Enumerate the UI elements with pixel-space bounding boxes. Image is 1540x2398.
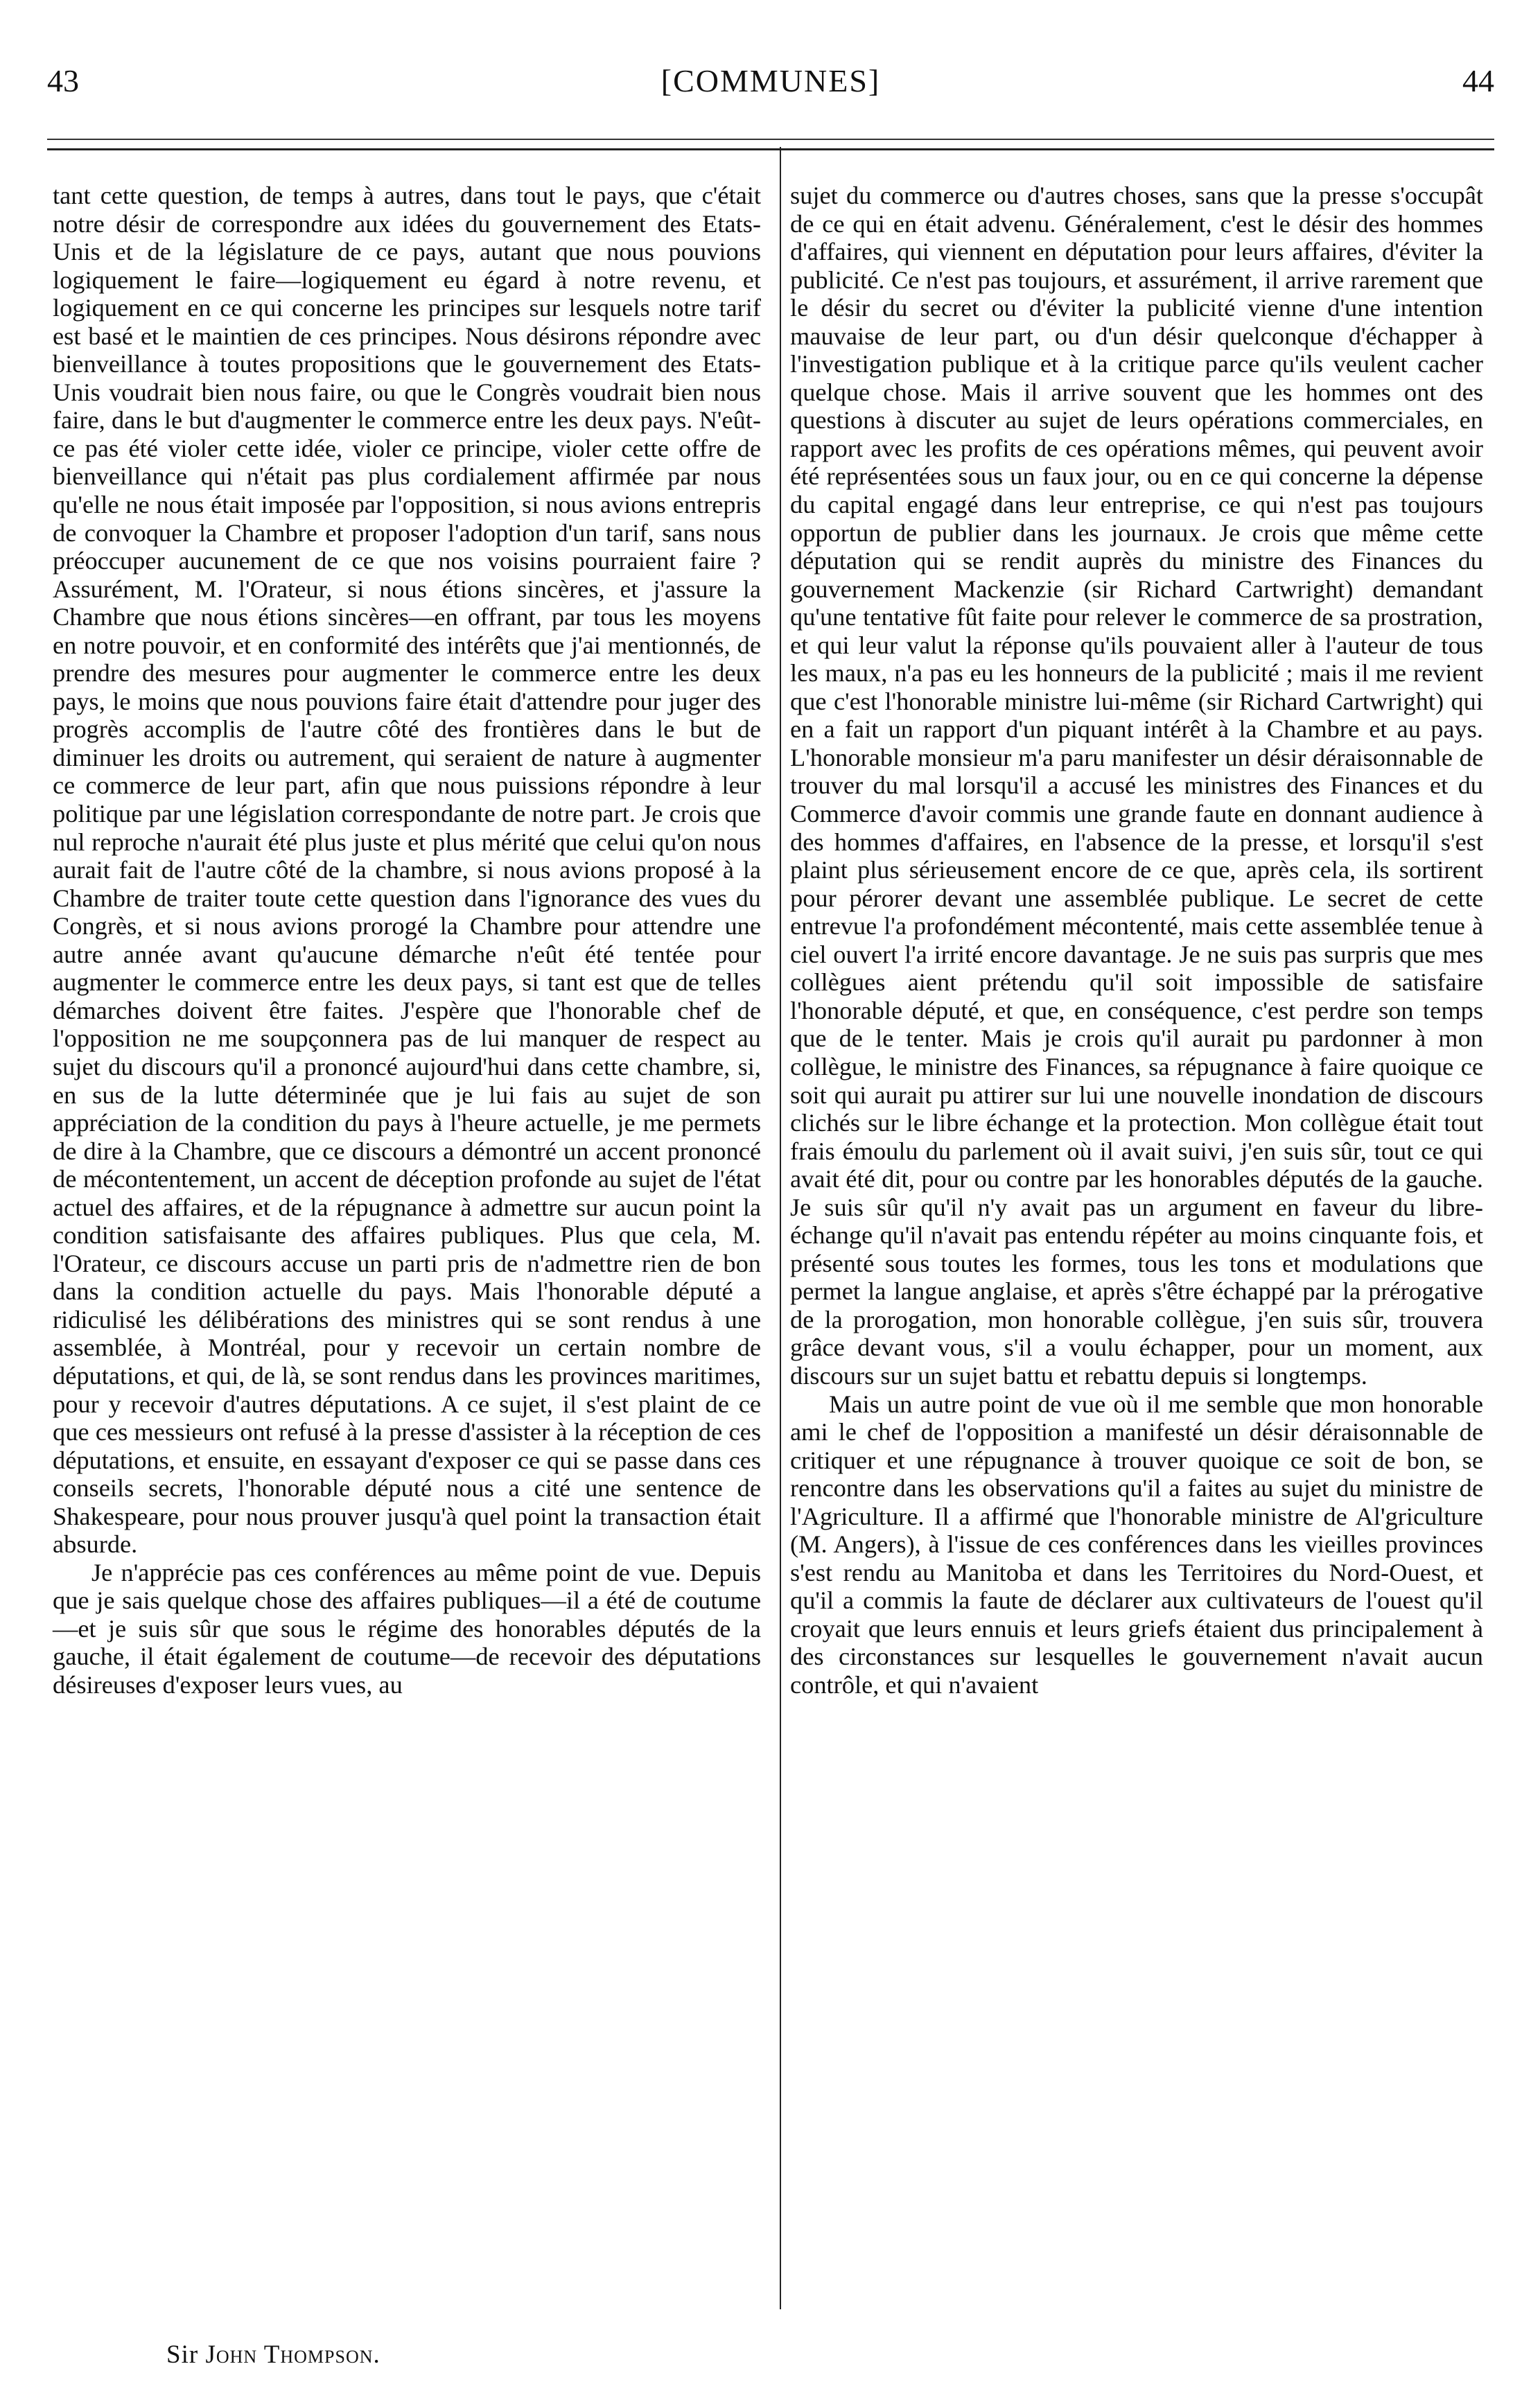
right-paragraph-2: Mais un autre point de vue où il me semble que mon honorable ami le chef de l'opposition a manifesté un désir déraisonnable de critiquer et une répugnance à trouver quoique ce soit de bon, se rencontre dans les observations qu'il a faites au sujet du ministre de l'Agriculture. Il a affirmé que l'honorable ministre de Al'griculture (M. Angers), à l'issue de ces conférences dans les vieilles provinces s'est rendu au Manitoba et dans les Territoires du Nord-Ouest, et qu'il a commis la faute de déclarer aux cultivateurs de l'ouest qu'il croyait que leurs ennuis et leurs griefs étaient dus principalement à des circonstances sur lesquelles le gouvernement n'avait aucun contrôle, et qui n'avaient <box>790 1390 1483 1699</box>
page-number-left: 43 <box>47 63 79 98</box>
left-column <box>53 182 761 1699</box>
left-paragraph-2: Je n'apprécie pas ces conférences au même point de vue. Depuis que je sais quelque chose des affaires publiques—il a été de coutume—et je suis sûr que sous le régime des honorables députés de la gauche, il était également de coutume—de recevoir des députations désireuses d'exposer leurs vues, au <box>53 1558 761 1699</box>
page-number-right: 44 <box>1462 63 1494 98</box>
speaker-name: John Thompson. <box>205 2340 380 2369</box>
left-paragraph-1: tant cette question, de temps à autres, dans tout le pays, que c'était notre désir de correspondre aux idées du gouvernement des Etats-Unis et de la législature de ce pays, autant que nous pouvions logiquement le faire—logiquement eu égard à notre revenu, et logiquement en ce qui concerne les principes sur lesquels notre tarif est basé et le maintien de ces principes. Nous désirons répondre avec bienveillance à toutes propositions que le gouvernement des Etats-Unis voudrait bien nous faire, ou que le Congrès voudrait bien nous faire, dans le but d'augmenter le commerce entre les deux pays. N'eût-ce pas été violer cette idée, violer ce principe, violer cette offre de bienveillance qui n'était pas plus cordialement affirmée par nous qu'elle ne nous était imposée par l'opposition, si nous avions entrepris de convoquer la Chambre et proposer l'adoption d'un tarif, sans nous préoccuper aucunement de ce que nos voisins pourraient faire ? Assurément, M. l'Orateur, si nous étions sincères, et j'assure la Chambre que nous étions sincères—en offrant, par tous les moyens en notre pouvoir, et en conformité des intérêts que j'ai mentionnés, de prendre des mesures pour augmenter le commerce entre les deux pays, le moins que nous pouvions faire était d'attendre pour juger des progrès accomplis de l'autre côté des frontières dans le but de diminuer les droits ou autrement, qui seraient de nature à augmenter ce commerce de leur part, afin que nous puissions répondre à leur politique par une législation correspondante de notre part. Je crois que nul reproche n'aurait été plus juste et plus mérité que celui qu'on nous aurait fait de l'autre côté de la chambre, si nous avions proposé à la Chambre de traiter toute cette question dans l'ignorance des vues du Congrès, et si nous avions prorogé la Chambre pour attendre une autre année avant qu'aucune démarche n'eût été tentée pour augmenter le commerce entre les deux pays, si tant est que de telles démarches doivent être faites. J'espère que l'honorable chef de l'opposition ne me soupçonnera pas de lui manquer de respect au sujet du discours qu'il a prononcé aujourd'hui dans cette chambre, si, en sus de la lutte déterminée que je lui fais au sujet de son appréciation de la condition du pays à l'heure actuelle, je me permets de dire à la Chambre, que ce discours a démontré un accent prononcé de mécontentement, un accent de déception profonde au sujet de l'état actuel des affaires, et de la répugnance à admettre sur aucun point la condition satisfaisante des affaires publiques. Plus que cela, M. l'Orateur, ce discours accuse un parti pris de n'admettre rien de bon dans la condition actuelle du pays. Mais l'honorable député a ridiculisé les délibérations des ministres qui se sont rendus à une assemblée, à Montréal, pour y recevoir un certain nombre de députations, et qui, de là, se sont rendus dans les provinces maritimes, pour y recevoir d'autres députations. A ce sujet, il s'est plaint de ce que ces messieurs ont refusé à la presse d'assister à la réception de ces députations, et ensuite, en essayant d'exposer ce qui se passe dans ces conseils secrets, l'honorable député nous a cité une sentence de Shakespeare, pour nous prouver jusqu'à quel point la transaction était absurde. <box>53 182 761 1559</box>
speaker-prefix: Sir <box>166 2340 199 2369</box>
header-rule <box>47 139 1494 150</box>
running-title: [COMMUNES] <box>660 63 881 98</box>
right-paragraph-1: sujet du commerce ou d'autres choses, sans que la presse s'occupât de ce qui en était advenu. Généralement, c'est le désir des hommes d'affaires, qui viennent en députation pour leurs affaires, d'éviter la publicité. Ce n'est pas toujours, et assurément, il arrive rarement que le désir du secret ou d'éviter la publicité vienne d'une intention mauvaise de leur part, ou d'un désir quelconque d'échapper à l'investigation publique et à la critique parce qu'ils veulent cacher quelque chose. Mais il arrive souvent que les hommes ont des questions à discuter au sujet de leurs opérations commerciales, en rapport avec les profits de ces opérations mêmes, qui peuvent avoir été représentées sous un faux jour, ou en ce qui concerne la dépense du capital engagé dans leur entreprise, ce qui n'est pas toujours opportun de publier dans les journaux. Je crois que même cette députation qui se rendit auprès du ministre des Finances du gouvernement Mackenzie (sir Richard Cartwright) demandant qu'une tentative fût faite pour relever le commerce de sa prostration, et qui leur valut la réponse qu'ils pouvaient aller à l'auteur de tous les maux, n'a pas eu les honneurs de la publicité ; mais il me revient que c'est l'honorable ministre lui-même (sir Richard Cartwright) qui en a fait un rapport d'un piquant intérêt à la Chambre et au pays. L'honorable monsieur m'a paru manifester un désir déraisonnable de trouver du mal lorsqu'il a accusé les ministres des Finances et du Commerce d'avoir commis une grande faute en donnant audience à des hommes d'affaires, en l'absence de la presse, et lorsqu'il s'est plaint plus sérieusement encore de ce que, après cela, ils sortirent pour pérorer devant une assemblée publique. Le secret de cette entrevue l'a profondément mécontenté, mais cette assemblée tenue à ciel ouvert l'a irrité encore davantage. Je ne suis pas surpris que mes collègues aient prétendu qu'il soit impossible de satisfaire l'honorable député, et que, en conséquence, c'est perdre son temps que de le tenter. Mais je crois qu'il aurait pu pardonner à mon collègue, le ministre des Finances, sa répugnance à faire quoique ce soit qui aurait pu attirer sur lui une nouvelle inondation de discours clichés sur le libre échange et la protection. Mon collègue était tout frais émoulu du parlement où il avait suivi, j'en suis sûr, tout ce qui avait été dit, pour ou contre par les honorables députés de la gauche. Je suis sûr qu'il n'y avait pas un argument en faveur du libre-échange qu'il n'avait pas entendu répéter au moins cinquante fois, et présenté sous toutes les formes, tous les tons et modulations que permet la langue anglaise, et après s'être échappé par la prérogative de la prorogation, mon honorable collègue, j'en suis sûr, trouvera grâce devant vous, s'il a voulu échapper, pour un moment, aux discours sur un sujet battu et rebattu depuis si longtemps. <box>790 182 1483 1390</box>
page-header <box>47 62 1494 111</box>
speaker-attribution <box>166 2340 380 2370</box>
right-column <box>790 182 1483 1699</box>
column-divider <box>780 147 781 2309</box>
